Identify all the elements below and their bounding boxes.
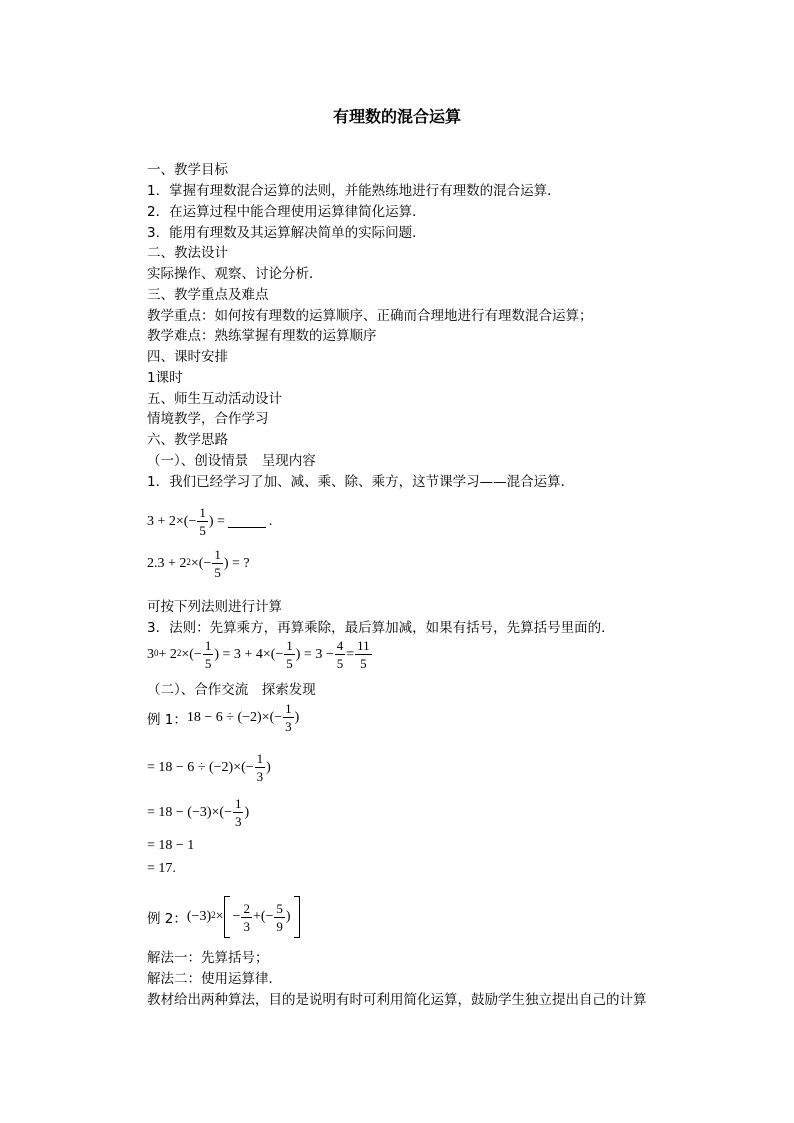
section-heading-approach: 六、教学思路 — [147, 432, 228, 448]
close-paren: ) — [285, 909, 291, 924]
key-point-text: 教学重点：如何按有理数的运算顺序、正确而合理地进行有理数混合运算； — [147, 308, 593, 324]
numerator: 5 — [276, 900, 283, 916]
fraction — [241, 902, 252, 933]
example-2-label: 例 2： — [147, 911, 187, 927]
denominator: 5 — [204, 656, 212, 671]
section-heading-activity: 五、师生互动活动设计 — [147, 391, 282, 407]
q2-prefix: 2.3 + 2 — [147, 555, 187, 571]
q2-mid: ×(− — [190, 555, 212, 571]
rule-step-2: ) = 3 − — [295, 646, 334, 662]
close-paren: ) — [294, 709, 300, 725]
closing-text: 教材给出两种算法，目的是说明有时可利用简化运算，鼓励学生独立提出自己的计算 — [147, 992, 647, 1008]
denominator: 5 — [199, 523, 206, 538]
goal-item-3: 3．能用有理数及其运算解决简单的实际问题． — [147, 225, 426, 241]
exponent: 0 — [154, 647, 159, 658]
section-heading-goals: 一、教学目标 — [147, 162, 228, 178]
equation-q1 — [147, 506, 272, 537]
numerator: 1 — [234, 796, 242, 811]
intro-text: 1．我们已经学习了加、减、乘、除、乘方，这节课学习——混合运算． — [147, 474, 575, 490]
method-text: 实际操作、观察、讨论分析． — [147, 266, 323, 282]
fraction — [197, 506, 208, 537]
plus-sign: +(− — [252, 909, 274, 924]
exponent: 2 — [176, 647, 182, 658]
rule-equals: = — [346, 646, 355, 662]
example-2 — [147, 896, 300, 938]
numerator: 1 — [199, 505, 206, 520]
example-1-step-4 — [147, 861, 176, 877]
rule-step: ) = 3 + 4×(− — [214, 646, 284, 662]
page-title: 有理数的混合运算 — [332, 107, 461, 126]
numerator: 1 — [286, 638, 293, 653]
rule-base: 3 — [147, 646, 154, 662]
step-expr: = 18 − 1 — [147, 838, 195, 853]
equation-rule-example — [147, 639, 373, 670]
denominator: 3 — [285, 719, 292, 734]
q1-period: . — [268, 513, 273, 529]
denominator: 5 — [336, 656, 344, 671]
section-heading-key-points: 三、教学重点及难点 — [147, 287, 269, 303]
example-1-expr: 18 − 6 ÷ (−2)×(− — [186, 709, 283, 725]
subsection-scenario: （一）、创设情景 呈现内容 — [147, 453, 316, 469]
example-1-step-2 — [147, 797, 249, 828]
solution-2-text: 解法二：使用运算律． — [147, 971, 282, 987]
left-bracket — [224, 896, 230, 938]
fraction — [335, 639, 346, 670]
example-1-step-3 — [147, 838, 194, 854]
exponent: 2 — [186, 556, 191, 567]
denominator: 5 — [214, 565, 221, 580]
q1-suffix: ) = — [208, 513, 225, 529]
numerator: 2 — [243, 900, 250, 916]
rule-plus-two: + 2 — [158, 646, 177, 662]
exponent: 2 — [211, 910, 216, 920]
close-paren: ) — [266, 759, 271, 775]
example-1-step-1 — [147, 752, 271, 783]
q2-suffix: ) = ? — [223, 555, 250, 571]
numerator: 1 — [214, 547, 221, 562]
fraction — [284, 639, 295, 670]
section-heading-schedule: 四、课时安排 — [147, 349, 228, 365]
step-expr: = 18 − (−3)×(− — [147, 804, 232, 820]
fraction — [255, 752, 266, 783]
rule-intro-text: 可按下列法则进行计算 — [147, 599, 282, 615]
denominator: 3 — [256, 769, 264, 784]
section-heading-method: 二、教法设计 — [147, 245, 228, 261]
example-1-label: 例 1： — [147, 711, 187, 728]
numerator: 11 — [357, 638, 370, 653]
q1-prefix: 3 + 2×(− — [147, 513, 197, 529]
activity-text: 情境教学，合作学习 — [147, 411, 269, 427]
difficulty-text: 教学难点：熟练掌握有理数的运算顺序 — [147, 328, 377, 344]
denominator: 3 — [243, 918, 250, 934]
goal-item-1: 1．掌握有理数混合运算的法则，并能熟练地进行有理数的混合运算． — [147, 183, 561, 199]
equation-q2 — [147, 548, 250, 579]
numerator: 1 — [204, 638, 212, 653]
example-2-base: (−3) — [186, 909, 212, 924]
fraction — [283, 702, 294, 733]
numerator: 1 — [256, 751, 264, 766]
numerator: 1 — [285, 701, 292, 716]
fraction — [233, 797, 244, 828]
denominator: 9 — [276, 918, 283, 934]
rule-times: ×(− — [181, 646, 202, 662]
step-expr: = 17. — [147, 861, 176, 876]
fraction — [274, 902, 285, 933]
denominator: 3 — [234, 814, 242, 829]
close-paren: ) — [244, 804, 250, 820]
fraction — [355, 639, 372, 670]
fraction — [203, 639, 214, 670]
rule-text: 3．法则：先算乘方，再算乘除，最后算加减，如果有括号，先算括号里面的． — [147, 620, 615, 636]
answer-blank — [228, 515, 266, 528]
denominator: 5 — [286, 656, 293, 671]
fraction — [212, 548, 223, 579]
example-1 — [147, 702, 299, 733]
step-expr: = 18 − 6 ÷ (−2)×(− — [147, 759, 254, 775]
minus-sign: − — [232, 909, 241, 924]
denominator: 5 — [360, 656, 367, 671]
right-bracket — [294, 896, 300, 938]
times-sign: × — [215, 909, 224, 924]
numerator: 4 — [336, 638, 344, 653]
schedule-text: 1课时 — [147, 370, 183, 386]
subsection-explore: （二）、合作交流 探索发现 — [147, 682, 316, 698]
solution-1-text: 解法一：先算括号； — [147, 950, 269, 966]
goal-item-2: 2．在运算过程中能合理使用运算律简化运算． — [147, 204, 426, 220]
